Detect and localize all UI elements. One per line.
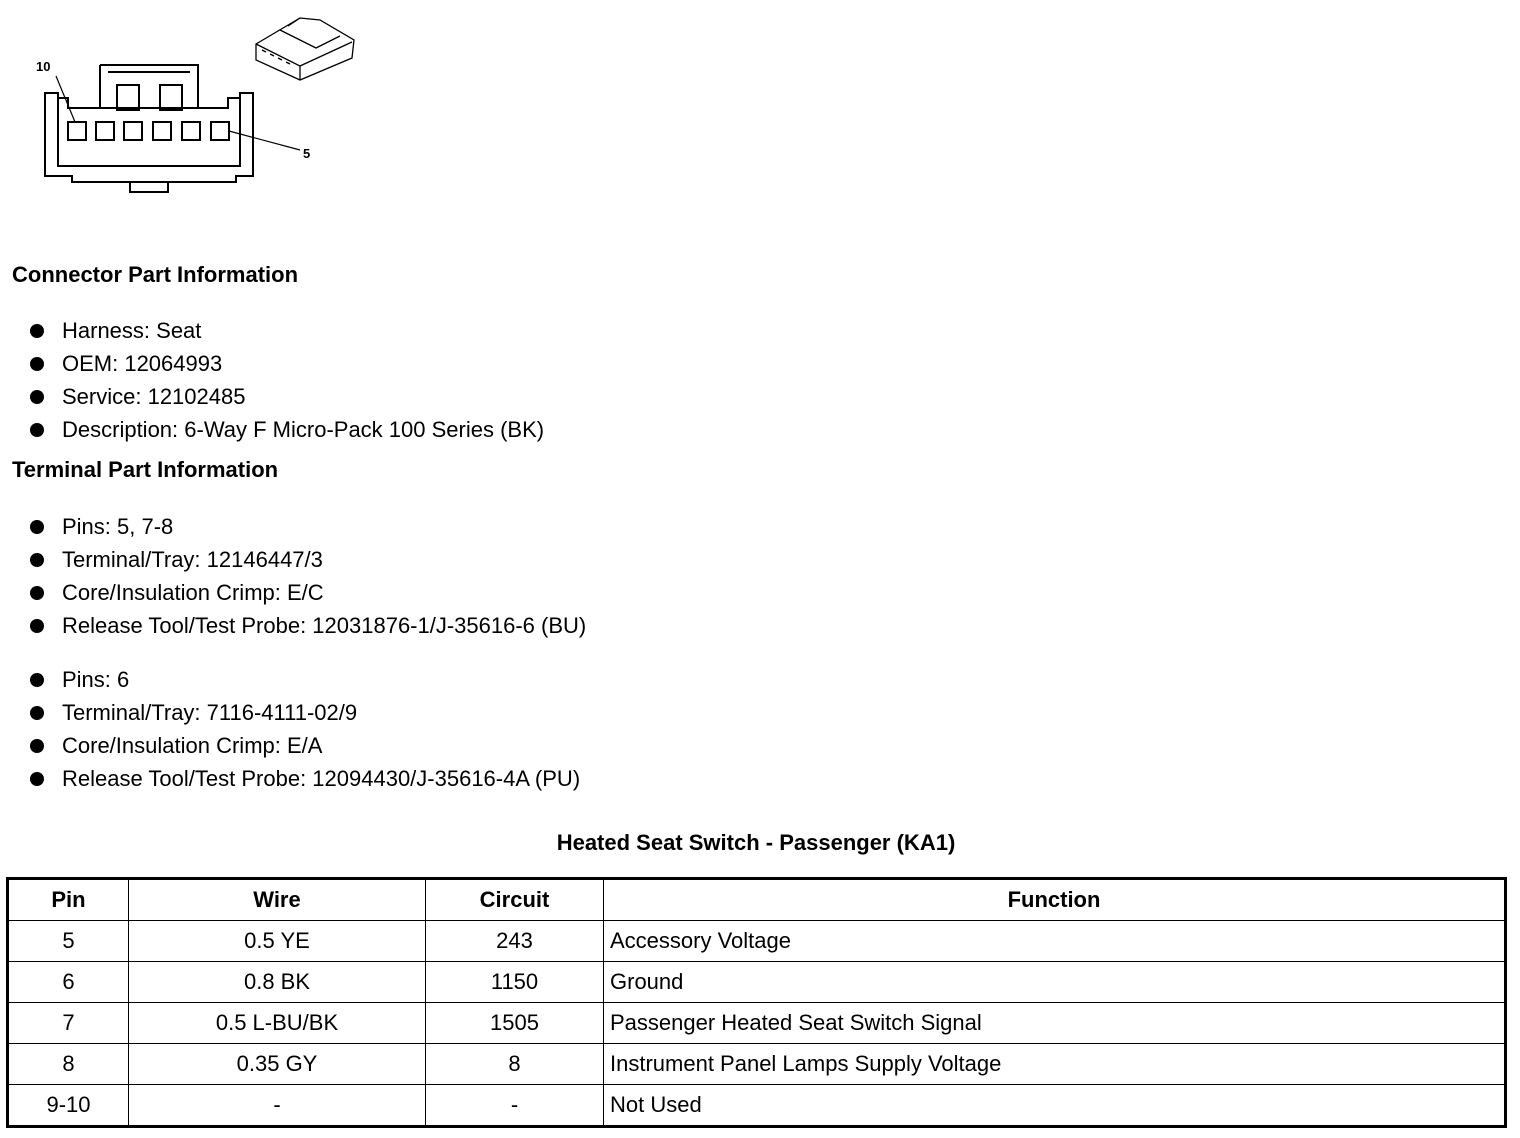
connector-diagram bbox=[0, 0, 380, 210]
connector-face-view bbox=[45, 65, 300, 192]
bullet-icon bbox=[30, 520, 44, 534]
connector-part-info-list bbox=[30, 314, 544, 446]
bullet-icon bbox=[30, 553, 44, 567]
cell-wire: - bbox=[129, 1085, 426, 1127]
bullet-icon bbox=[30, 586, 44, 600]
bullet-icon bbox=[30, 619, 44, 633]
pin-5-label: 5 bbox=[303, 146, 311, 161]
bullet-icon bbox=[30, 324, 44, 338]
cell-pin: 6 bbox=[8, 962, 129, 1003]
cell-circuit: - bbox=[426, 1085, 604, 1127]
list-item: Terminal/Tray: 12146447/3 bbox=[30, 543, 586, 576]
list-item: Core/Insulation Crimp: E/C bbox=[30, 576, 586, 609]
cell-wire: 0.8 BK bbox=[129, 962, 426, 1003]
terminal-part-info-heading: Terminal Part Information bbox=[12, 457, 279, 482]
bullet-icon bbox=[30, 390, 44, 404]
pin-table bbox=[6, 877, 1507, 1128]
cell-circuit: 243 bbox=[426, 921, 604, 962]
bullet-icon bbox=[30, 706, 44, 720]
list-item: Release Tool/Test Probe: 12031876-1/J-35616-6 (BU) bbox=[30, 609, 586, 642]
table-row bbox=[8, 921, 1506, 962]
pin-table-title: Heated Seat Switch - Passenger (KA1) bbox=[556, 830, 956, 855]
table-row bbox=[8, 962, 1506, 1003]
cell-circuit: 1150 bbox=[426, 962, 604, 1003]
cell-wire: 0.5 YE bbox=[129, 921, 426, 962]
table-row bbox=[8, 1003, 1506, 1044]
connector-isometric-icon bbox=[256, 18, 354, 80]
cell-function: Passenger Heated Seat Switch Signal bbox=[604, 1003, 1506, 1044]
cell-pin: 9-10 bbox=[8, 1085, 129, 1127]
list-item: Description: 6-Way F Micro-Pack 100 Series (BK) bbox=[30, 413, 544, 446]
bullet-icon bbox=[30, 673, 44, 687]
header-circuit: Circuit bbox=[426, 879, 604, 921]
list-item: Core/Insulation Crimp: E/A bbox=[30, 729, 580, 762]
list-item: Pins: 5, 7-8 bbox=[30, 510, 586, 543]
list-item: Release Tool/Test Probe: 12094430/J-35616-4A (PU) bbox=[30, 762, 580, 795]
header-pin: Pin bbox=[8, 879, 129, 921]
table-header-row bbox=[8, 879, 1506, 921]
cell-circuit: 8 bbox=[426, 1044, 604, 1085]
cell-pin: 5 bbox=[8, 921, 129, 962]
pin-10-label: 10 bbox=[36, 59, 51, 74]
list-item: OEM: 12064993 bbox=[30, 347, 544, 380]
list-item: Terminal/Tray: 7116-4111-02/9 bbox=[30, 696, 580, 729]
terminal-part-info-list-1 bbox=[30, 510, 586, 642]
bullet-icon bbox=[30, 739, 44, 753]
cell-circuit: 1505 bbox=[426, 1003, 604, 1044]
list-item: Harness: Seat bbox=[30, 314, 544, 347]
cell-wire: 0.5 L-BU/BK bbox=[129, 1003, 426, 1044]
connector-part-info-heading: Connector Part Information bbox=[12, 262, 299, 287]
terminal-part-info-list-2 bbox=[30, 663, 580, 795]
header-wire: Wire bbox=[129, 879, 426, 921]
table-row bbox=[8, 1085, 1506, 1127]
cell-function: Ground bbox=[604, 962, 1506, 1003]
cell-pin: 7 bbox=[8, 1003, 129, 1044]
cell-wire: 0.35 GY bbox=[129, 1044, 426, 1085]
bullet-icon bbox=[30, 423, 44, 437]
list-item: Service: 12102485 bbox=[30, 380, 544, 413]
cell-function: Not Used bbox=[604, 1085, 1506, 1127]
cell-pin: 8 bbox=[8, 1044, 129, 1085]
bullet-icon bbox=[30, 357, 44, 371]
cell-function: Accessory Voltage bbox=[604, 921, 1506, 962]
bullet-icon bbox=[30, 772, 44, 786]
header-function: Function bbox=[604, 879, 1506, 921]
list-item: Pins: 6 bbox=[30, 663, 580, 696]
cell-function: Instrument Panel Lamps Supply Voltage bbox=[604, 1044, 1506, 1085]
table-row bbox=[8, 1044, 1506, 1085]
